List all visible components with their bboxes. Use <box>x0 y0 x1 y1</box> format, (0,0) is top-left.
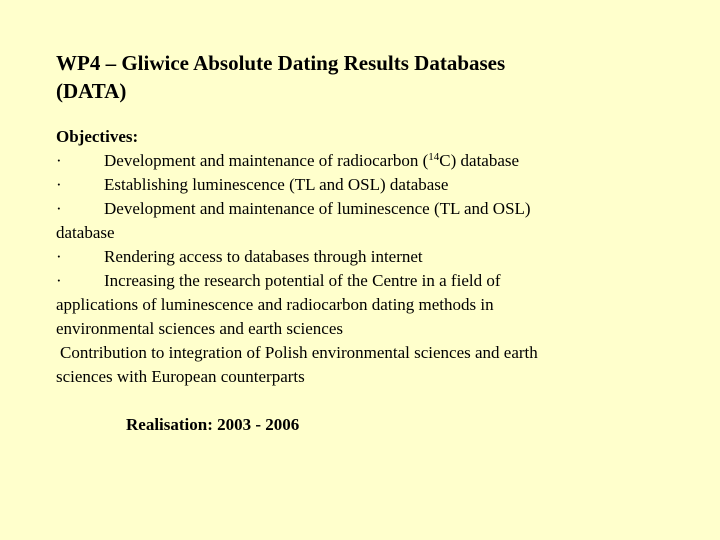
objective-text: Establishing luminescence (TL and OSL) database <box>104 175 449 194</box>
objective-item <box>56 245 656 269</box>
objective-text: Development and maintenance of luminescence (TL and OSL) <box>104 199 531 218</box>
objective-item <box>56 269 656 293</box>
title-line-1: WP4 – Gliwice Absolute Dating Results Databases <box>56 51 506 75</box>
objective-item <box>56 197 656 221</box>
objectives-section <box>56 125 656 389</box>
objective-text-continuation: environmental sciences and earth sciences <box>56 319 343 338</box>
objective-text: Rendering access to databases through internet <box>104 247 423 266</box>
bullet-icon: · <box>56 247 62 266</box>
bullet-icon: · <box>56 271 62 290</box>
objective-text-post: C) database <box>439 151 520 170</box>
realisation-period: Realisation: 2003 - 2006 <box>126 415 300 434</box>
objective-text-pre: Development and maintenance of radiocarbon ( <box>104 151 429 170</box>
objective-item <box>56 149 656 173</box>
bullet-icon: · <box>56 175 62 194</box>
objective-text: Increasing the research potential of the Centre in a field of <box>104 271 501 290</box>
bullet-icon: · <box>56 199 62 218</box>
contribution-line-2: sciences with European counterparts <box>56 367 305 386</box>
contribution-line-1: Contribution to integration of Polish environmental sciences and earth <box>60 343 538 362</box>
bullet-icon: · <box>56 151 62 170</box>
title-line-2: (DATA) <box>56 79 127 103</box>
objective-item <box>56 173 656 197</box>
slide-title <box>56 49 656 105</box>
isotope-superscript: 14 <box>428 151 440 163</box>
objectives-heading: Objectives: <box>56 127 139 146</box>
objective-text-continuation: applications of luminescence and radiocarbon dating methods in <box>56 295 494 314</box>
objective-text-continuation: database <box>56 223 115 242</box>
